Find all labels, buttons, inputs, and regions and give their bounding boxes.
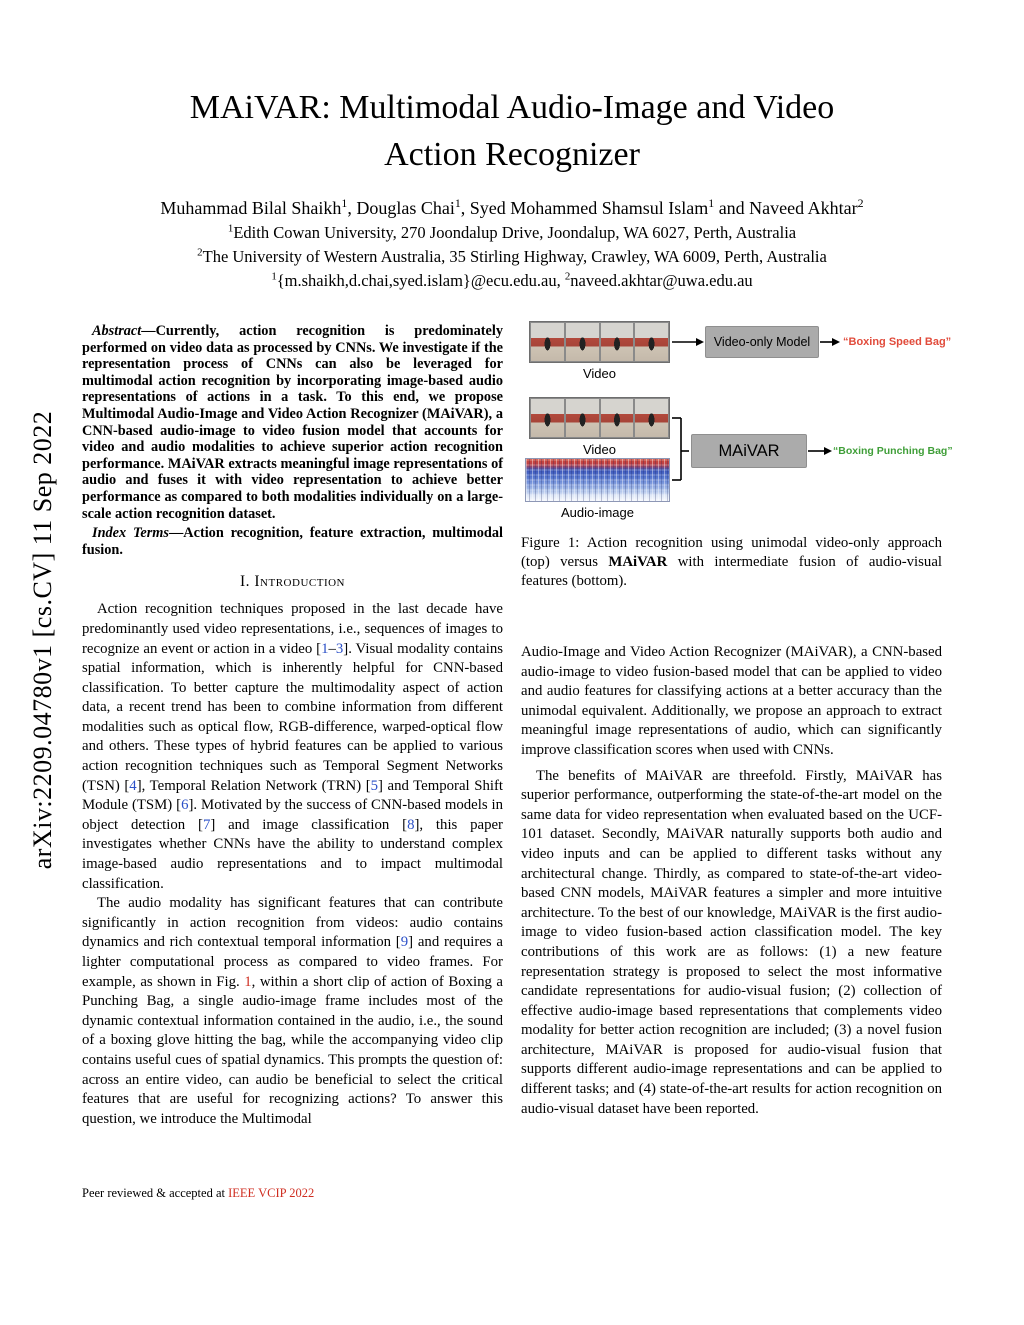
citation-link[interactable]: 1 xyxy=(321,640,329,657)
text-segment: , within a short clip of action of Boxing a Punching Bag, a single audio-image frame includes most of the dynamic contextual information contained in the audio, i.e., the sound of a boxing glove hitting the bag, while the accompanying video clip contains useful cues of spatial dynamics. This prompts the question of: across an entire video, can audio be beneficial to select the critical features that are useful for recognizing actions? To answer this question, we introduce the Multimodal xyxy=(82,973,503,1127)
left-column xyxy=(82,323,503,1129)
email-link[interactable]: {m.shaikh,d.chai,syed.islam}@ecu.edu.au, xyxy=(276,271,565,290)
text-segment: ]. Visual modality contains spatial information, which is inherently helpful for CNN-based classification. To better capture the multimodality aspect of action data, a recent trend has been to combine information from different modalities such as optical flow, RGB-difference, warped-optical flow and others. These types of hybrid features can be applied to various action recognition techniques such as Temporal Segment Networks (TSN) [ xyxy=(82,640,503,794)
text-segment: 2 xyxy=(857,196,864,210)
text-segment: 1 xyxy=(454,196,461,210)
paper-title xyxy=(0,84,1024,178)
text-segment: Peer reviewed & accepted at xyxy=(82,1186,229,1200)
intro-paragraph-1 xyxy=(82,600,503,894)
arxiv-watermark: arXiv:2209.04780v1 [cs.CV] 11 Sep 2022 xyxy=(28,410,57,870)
section-heading-introduction: I. Introduction xyxy=(239,573,345,591)
text-segment: ] and requires a lighter computational process as compared to video frames. For example, as shown in Fig. xyxy=(82,934,503,990)
prediction-label-bottom: “Boxing Punching Bag” xyxy=(833,445,953,457)
text-segment: 2 xyxy=(564,270,571,283)
citation-link[interactable]: 3 xyxy=(335,640,344,657)
index-terms xyxy=(82,525,503,558)
text-segment: – xyxy=(328,640,336,657)
video-label-bottom: Video xyxy=(582,442,616,457)
citation-link[interactable]: 6 xyxy=(181,797,189,814)
citation-link[interactable]: 9 xyxy=(400,934,409,951)
right-column xyxy=(521,316,953,1119)
video-label-top: Video xyxy=(582,366,616,381)
citation-link[interactable]: 4 xyxy=(129,777,137,794)
connector-arrows-icon xyxy=(521,316,942,526)
text-segment: The audio modality has significant features that can contribute significantly in action recognition from videos: audio contains dynamics and rich contextual temporal information [ xyxy=(82,895,503,951)
text-segment: ] and image classification [ xyxy=(210,816,408,833)
text-segment: and Naveed Akhtar xyxy=(714,198,858,218)
text-segment: ], Temporal Relation Network (TRN) [ xyxy=(136,777,371,794)
text-segment: The University of Western Australia, 35 Stirling Highway, Crawley, WA 6009, Perth, Australia xyxy=(202,247,827,266)
text-segment: with intermediate fusion of audio-visual features (bottom). xyxy=(521,554,942,589)
citation-link[interactable]: 7 xyxy=(202,816,211,833)
video-only-model-box: Video-only Model xyxy=(705,326,819,358)
text-segment: ]. Motivated by the success of CNN-based models in object detection [ xyxy=(82,797,504,833)
body-paragraph-3: Audio-Image and Video Action Recognizer (MAiVAR), a CNN-based audio-image to video fusion-based model that can be applied to video and audio features for classifying actions at a better accuracy than the unimodal equivalent. Additionally, we propose an approach to extract meaningful image representations of audio, which can significantly improve classification scores when used with CNNs. xyxy=(521,644,942,758)
audio-image-label: Audio-image xyxy=(561,505,634,520)
text-segment: 1 xyxy=(271,270,277,283)
title-line-1: MAiVAR: Multimodal Audio-Image and Video xyxy=(189,89,835,126)
intro-paragraph-2 xyxy=(82,894,503,1129)
text-segment: , Douglas Chai xyxy=(347,198,455,218)
figure-reference-link[interactable]: 1 xyxy=(244,973,252,990)
text-segment: , Syed Mohammed Shamsul Islam xyxy=(460,198,709,218)
text-segment: 2 xyxy=(197,246,203,259)
text-segment: 1 xyxy=(341,196,348,210)
footnote xyxy=(82,1186,503,1201)
text-segment: 1 xyxy=(708,196,715,210)
text-segment: Figure 1: Action recognition using unimodal video-only approach (top) versus xyxy=(521,535,942,570)
text-segment: 1 xyxy=(227,222,234,235)
text-segment: —Action recognition, feature extraction, multimodal fusion. xyxy=(82,525,503,558)
text-segment: MAiVAR xyxy=(608,554,668,570)
text-segment: Action recognition techniques proposed in the last decade have predominantly used video representations, i.e., sequences of images to recognize an event or action in a video [ xyxy=(82,601,503,657)
conference-link[interactable]: IEEE VCIP 2022 xyxy=(228,1186,315,1200)
maivar-model-box: MAiVAR xyxy=(691,434,807,468)
prediction-label-top: “Boxing Speed Bag” xyxy=(843,336,952,348)
figure-1-caption xyxy=(521,534,942,591)
text-segment: ] and Temporal Shift Module (TSM) [ xyxy=(82,777,503,814)
text-segment: Abstract xyxy=(92,323,142,339)
text-segment: ], this paper investigates whether CNNs have the ability to understand complex image-based audio representations and to impact multimodal classification. xyxy=(82,816,503,892)
text-segment: —Currently, action recognition is predominately performed on video data as processed by CNNs. We investigate if the representation process of CNNs can also be leveraged for multimodal action recognition by incorporating image-based audio representations of actions in a task. To this end, we propose Multimodal Audio-Image and Video Action Recognizer (MAiVAR), a CNN-based audio-image to video fusion model that accounts for video and audio modalities to achieve superior action recognition performance. MAiVAR extracts meaningful image representations of audio and fuses it with video representation to achieve better performance as compared to both modalities individually on a large-scale action recognition dataset. xyxy=(82,323,503,522)
affiliation-2 xyxy=(0,247,1024,267)
email-link[interactable]: naveed.akhtar@uwa.edu.au xyxy=(570,271,753,290)
author-emails xyxy=(0,271,1024,291)
citation-link[interactable]: 8 xyxy=(407,816,415,833)
affiliation-1 xyxy=(0,223,1024,243)
citation-link[interactable]: 5 xyxy=(370,777,379,794)
text-segment: Index Terms xyxy=(92,525,169,542)
text-segment: Muhammad Bilal Shaikh xyxy=(160,198,342,218)
abstract xyxy=(82,323,503,522)
author-list xyxy=(0,198,1024,219)
figure-1 xyxy=(521,316,953,526)
body-paragraph-4: The benefits of MAiVAR are threefold. Firstly, MAiVAR has superior performance, outperforming the state-of-the-art model on the same data for video representation when evaluated based on the UCF-101 dataset. Secondly, MAiVAR naturally supports both audio and video inputs and can be applied to different tasks without any architectural change. Thirdly, as compared to state-of-the-art video-based CNN models, MAiVAR features a simpler and more intuitive architecture. To the best of our knowledge, MAiVAR is the first audio-image to video fusion-based action classification model. The key contributions of this work are as follows: (1) a new feature representation strategy is proposed to select the most informative candidate representations for audio-visual fusion; (2) collection of effective audio-image based representations that complements video modality for better action recognition are included; (3) a novel fusion architecture, MAiVAR is proposed for audio-visual fusion that supports different audio-image representations and can be applied to different tasks; and (4) state-of-the-art results for action recognition on audio-visual dataset have been reported. xyxy=(521,767,942,1117)
paper-header xyxy=(0,0,1024,291)
title-line-2: Action Recognizer xyxy=(384,136,640,173)
text-segment: Edith Cowan University, 270 Joondalup Drive, Joondalup, WA 6027, Perth, Australia xyxy=(233,223,797,242)
